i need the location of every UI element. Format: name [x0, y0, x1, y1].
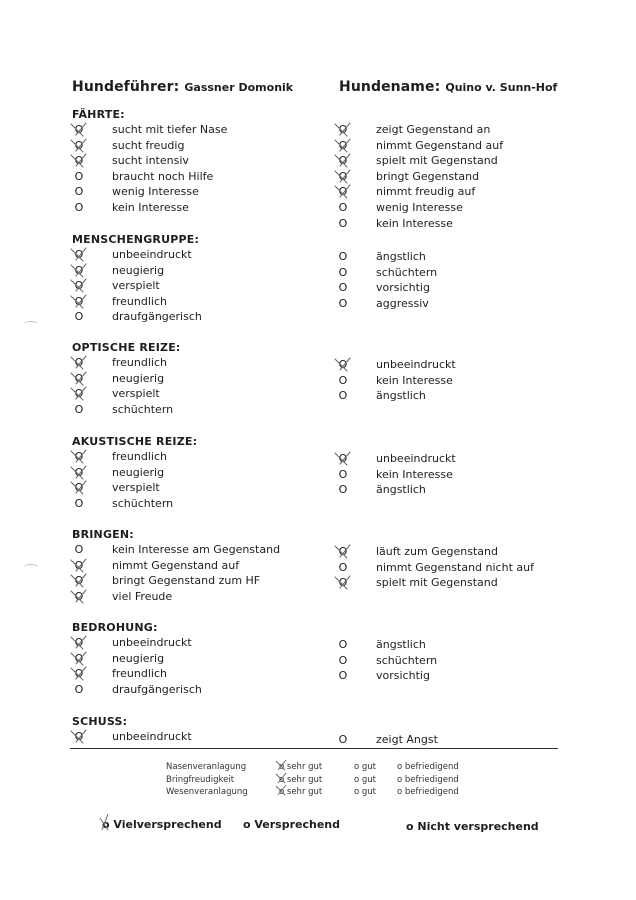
- checked-circle-icon[interactable]: O: [336, 138, 350, 154]
- verdict-option[interactable]: o Versprechend: [243, 818, 341, 831]
- empty-circle-icon[interactable]: O: [338, 250, 348, 263]
- empty-circle-icon[interactable]: O: [338, 733, 348, 746]
- checklist-item-label: verspielt: [112, 279, 160, 293]
- checklist-item-label: läuft zum Gegenstand: [376, 545, 498, 558]
- punch-hole-mark: [24, 321, 38, 328]
- checklist-item-label: neugierig: [112, 465, 165, 479]
- empty-circle-icon[interactable]: O: [74, 543, 84, 556]
- checklist-item-label: sucht freudig: [112, 138, 185, 152]
- checklist-item-label: freundlich: [112, 450, 167, 463]
- rating-option[interactable]: o gut: [354, 762, 377, 772]
- checked-circle-icon[interactable]: O: [72, 589, 86, 605]
- checklist-item-label: draufgängerisch: [112, 682, 202, 696]
- checked-circle-icon[interactable]: O: [72, 138, 86, 154]
- checklist-item-label: ängstlich: [376, 250, 426, 263]
- rating-label: Bringfreudigkeit: [166, 774, 235, 785]
- checked-circle-icon[interactable]: O: [72, 278, 86, 294]
- checklist-item-label: kein Interesse: [112, 201, 189, 214]
- checklist-item-label: kein Interesse am Gegenstand: [112, 543, 281, 556]
- dog-name-label: Hundename:: [339, 79, 441, 95]
- checklist-item-label: spielt mit Gegenstand: [376, 154, 498, 168]
- checklist-item-label: nimmt Gegenstand nicht auf: [376, 560, 534, 574]
- checked-circle-icon[interactable]: O: [72, 480, 86, 496]
- checked-circle-icon[interactable]: O: [72, 355, 86, 371]
- rating-label: Nasenveranlagung: [166, 762, 247, 772]
- verdict-option[interactable]: o Vielversprechend: [102, 818, 222, 831]
- rating-option[interactable]: o gut: [354, 774, 377, 785]
- empty-circle-icon[interactable]: O: [74, 201, 84, 214]
- checked-circle-icon[interactable]: O: [72, 263, 86, 279]
- checklist-item-label: zeigt Gegenstand an: [376, 123, 491, 136]
- checklist-item-label: neugierig: [112, 371, 165, 385]
- checklist-item-label: sucht intensiv: [112, 154, 189, 168]
- section-title: MENSCHENGRUPPE:: [72, 233, 200, 246]
- checked-circle-icon[interactable]: O: [336, 575, 350, 591]
- checked-circle-icon[interactable]: O: [336, 544, 350, 560]
- empty-circle-icon[interactable]: O: [338, 638, 348, 651]
- section-title: FÄHRTE:: [72, 108, 125, 121]
- checklist-item-label: zeigt Angst: [376, 733, 438, 746]
- checklist-item-label: nimmt freudig auf: [376, 185, 476, 199]
- section-title: OPTISCHE REIZE:: [72, 341, 181, 354]
- checklist-item-label: ängstlich: [376, 389, 426, 403]
- checklist-item-label: schüchtern: [376, 653, 438, 667]
- empty-circle-icon[interactable]: O: [338, 669, 348, 683]
- dog-name-field: [339, 76, 557, 95]
- empty-circle-icon[interactable]: O: [74, 310, 84, 324]
- rating-option[interactable]: o befriedigend: [397, 774, 459, 785]
- checklist-item-label: ängstlich: [376, 483, 426, 497]
- checked-circle-icon[interactable]: O: [72, 294, 86, 310]
- checklist-item-label: kein Interesse: [376, 467, 453, 481]
- checked-circle-icon[interactable]: O: [336, 122, 350, 138]
- divider-line: [70, 748, 558, 749]
- checked-circle-icon[interactable]: O: [336, 451, 350, 467]
- empty-circle-icon[interactable]: O: [338, 265, 348, 279]
- section-title: SCHUSS:: [72, 715, 128, 728]
- checklist-item-label: braucht noch Hilfe: [112, 169, 214, 183]
- empty-circle-icon[interactable]: O: [338, 467, 348, 481]
- empty-circle-icon[interactable]: O: [74, 185, 84, 199]
- empty-circle-icon[interactable]: O: [338, 281, 348, 295]
- checklist-item-label: sucht mit tiefer Nase: [112, 123, 228, 136]
- rating-option[interactable]: o befriedigend: [397, 787, 459, 797]
- checklist-item-label: verspielt: [112, 481, 160, 495]
- checklist-item-label: freundlich: [112, 294, 167, 308]
- checklist-item-label: ängstlich: [376, 638, 426, 651]
- checklist-item-label: vorsichtig: [376, 669, 430, 683]
- checklist-item-label: kein Interesse: [376, 216, 453, 230]
- checklist-item-label: draufgängerisch: [112, 310, 202, 324]
- checked-circle-icon[interactable]: O: [72, 153, 86, 169]
- rating-option[interactable]: o gut: [354, 787, 377, 797]
- checklist-item-label: nimmt Gegenstand auf: [112, 558, 240, 572]
- empty-circle-icon[interactable]: O: [338, 201, 348, 214]
- handler-label: Hundeführer:: [72, 79, 180, 95]
- checked-circle-icon[interactable]: O: [72, 386, 86, 402]
- rating-label: Wesenveranlagung: [166, 787, 248, 797]
- checklist-item-label: aggressiv: [376, 296, 429, 310]
- empty-circle-icon[interactable]: O: [74, 169, 84, 183]
- empty-circle-icon[interactable]: O: [338, 389, 348, 403]
- checklist-item-label: unbeeindruckt: [112, 730, 192, 743]
- checklist-item-label: neugierig: [112, 651, 165, 665]
- checklist-item-label: unbeeindruckt: [112, 248, 192, 261]
- empty-circle-icon[interactable]: O: [338, 373, 348, 387]
- verdict-option[interactable]: o Nicht versprechend: [406, 820, 539, 833]
- section-title: BRINGEN:: [72, 528, 134, 541]
- checklist-item-label: vorsichtig: [376, 281, 430, 295]
- checked-circle-icon[interactable]: O: [72, 573, 86, 589]
- handler-name: Gassner Domonik: [184, 81, 294, 94]
- punch-hole-mark: [24, 564, 38, 571]
- rating-option-selected[interactable]: o sehr gut: [279, 761, 322, 773]
- section-title: AKUSTISCHE REIZE:: [72, 435, 198, 448]
- checked-circle-icon[interactable]: O: [72, 371, 86, 387]
- empty-circle-icon[interactable]: O: [338, 216, 348, 230]
- checked-circle-icon[interactable]: O: [72, 122, 86, 138]
- checklist-item-label: neugierig: [112, 263, 165, 277]
- checklist-item-label: viel Freude: [112, 589, 173, 603]
- checked-circle-icon[interactable]: O: [336, 184, 350, 200]
- checklist-item-label: unbeeindruckt: [112, 636, 192, 649]
- checked-circle-icon[interactable]: O: [336, 169, 350, 185]
- checklist-item-label: bringt Gegenstand zum HF: [112, 574, 261, 588]
- checked-circle-icon[interactable]: O: [336, 357, 350, 373]
- checklist-item-label: freundlich: [112, 356, 167, 369]
- checked-circle-icon[interactable]: O: [72, 651, 86, 667]
- checklist-item-label: wenig Interesse: [112, 185, 199, 199]
- checked-circle-icon[interactable]: O: [72, 558, 86, 574]
- checklist-item-label: bringt Gegenstand: [376, 169, 480, 183]
- checklist-item-label: kein Interesse: [376, 373, 453, 387]
- checked-circle-icon[interactable]: O: [72, 666, 86, 682]
- empty-circle-icon[interactable]: O: [74, 496, 84, 510]
- checklist-item-label: wenig Interesse: [376, 201, 463, 214]
- empty-circle-icon[interactable]: O: [74, 682, 84, 696]
- checklist-item-label: unbeeindruckt: [376, 452, 456, 465]
- empty-circle-icon[interactable]: O: [338, 483, 348, 497]
- rating-option-selected[interactable]: o sehr gut: [279, 774, 322, 786]
- rating-option-selected[interactable]: o sehr gut: [279, 786, 322, 798]
- checklist-item-label: schüchtern: [376, 265, 438, 279]
- checked-circle-icon[interactable]: O: [72, 635, 86, 651]
- checklist-item-label: verspielt: [112, 387, 160, 401]
- checklist-item-label: schüchtern: [112, 496, 174, 510]
- checklist-item-label: nimmt Gegenstand auf: [376, 138, 504, 152]
- section-title: BEDROHUNG:: [72, 621, 158, 634]
- empty-circle-icon[interactable]: O: [338, 296, 348, 310]
- handler-field: [72, 76, 293, 95]
- checklist-item-label: spielt mit Gegenstand: [376, 576, 498, 590]
- empty-circle-icon[interactable]: O: [338, 560, 348, 574]
- empty-circle-icon[interactable]: O: [338, 653, 348, 667]
- checked-circle-icon[interactable]: O: [336, 153, 350, 169]
- empty-circle-icon[interactable]: O: [74, 402, 84, 416]
- checked-circle-icon[interactable]: O: [72, 465, 86, 481]
- checked-circle-icon[interactable]: O: [72, 247, 86, 263]
- checklist-item-label: unbeeindruckt: [376, 358, 456, 371]
- checked-circle-icon[interactable]: O: [72, 729, 86, 745]
- checklist-item-label: freundlich: [112, 667, 167, 681]
- checklist-item-label: schüchtern: [112, 402, 174, 416]
- checked-circle-icon[interactable]: O: [72, 449, 86, 465]
- dog-name-value: Quino v. Sunn-Hof: [445, 81, 558, 94]
- rating-option[interactable]: o befriedigend: [397, 762, 459, 772]
